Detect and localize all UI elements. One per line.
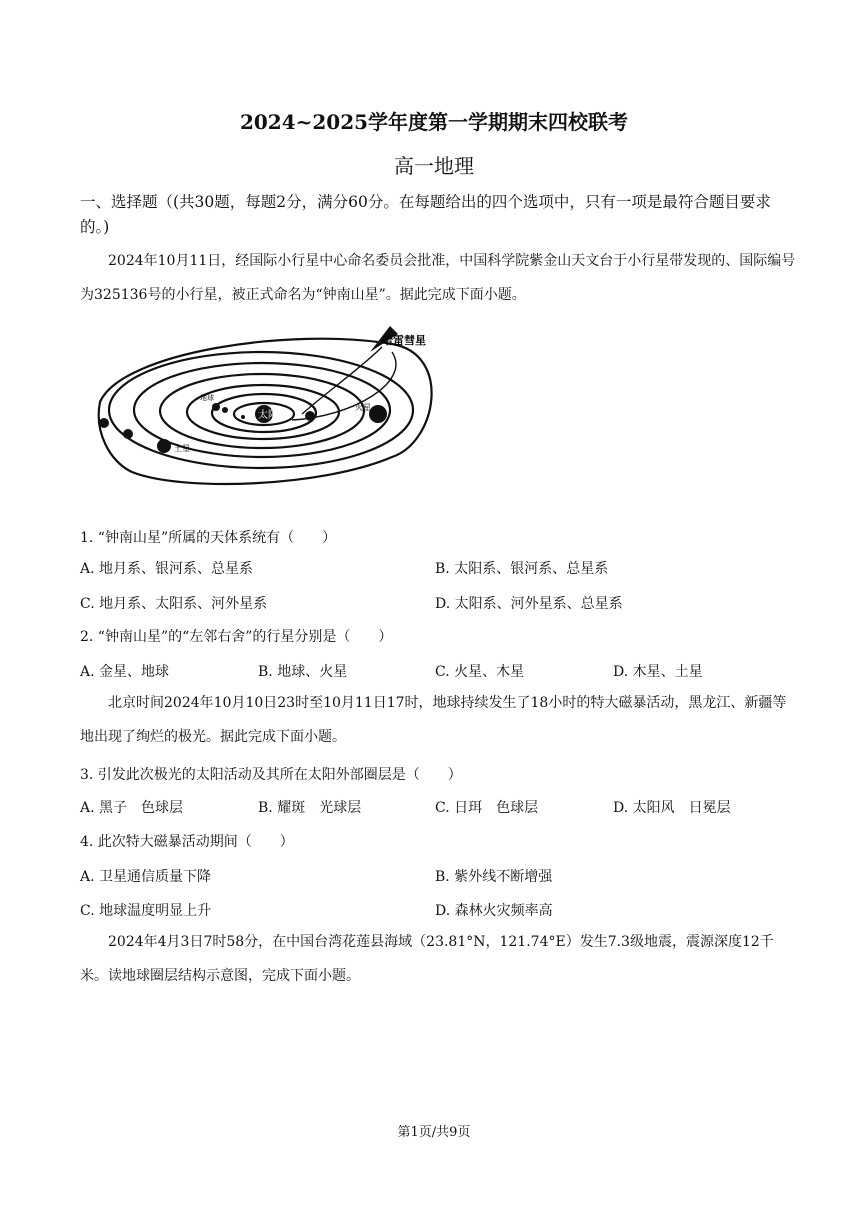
passage-2: 北京时间2024年10月10日23时至10月11日17时，地球持续发生了18小时的特大磁暴活动，黑龙江、新疆等地出现了绚烂的极光。据此完成下面小题。 [80,695,787,745]
page-title: 2024~2025学年度第一学期期末四校联考 [239,110,629,134]
venus [222,407,228,413]
page-footer: 第1页/共9页 [397,1125,471,1140]
question-3-option-d[interactable]: D. 太阳风 日冕层 [613,800,731,816]
question-2-stem: 2. “钟南山星”的“左邻右舍”的行星分别是（ ） [80,629,393,645]
mars [305,411,315,421]
saturn-label: 土星 [174,444,190,453]
uranus [123,429,133,439]
question-4-stem: 4. 此次特大磁暴活动期间（ ） [80,834,294,850]
question-3-option-c[interactable]: C. 日珥 色球层 [435,800,539,816]
question-1-option-b[interactable]: B. 太阳系、银河系、总星系 [435,561,609,577]
question-3-option-b[interactable]: B. 耀斑 光球层 [258,800,362,816]
page-subtitle: 高一地理 [394,154,474,178]
section-heading: 一、选择题（(共30题，每题2分，满分60分。在每题给出的四个选项中，只有一项是最符合题目要求的。) [80,193,771,236]
mercury [241,415,245,419]
question-2-option-d[interactable]: D. 木星、土星 [613,664,703,680]
question-4-option-d[interactable]: D. 森林火灾频率高 [435,903,553,919]
question-1-option-a[interactable]: A. 地月系、银河系、总星系 [80,561,254,577]
question-2-option-a[interactable]: A. 金星、地球 [80,664,170,680]
passage-3: 2024年4月3日7时58分，在中国台湾花莲县海域（23.81°N，121.74°E）发生7.3级地震，震源深度12千米。读地球圈层结构示意图，完成下面小题。 [80,934,774,984]
mars-label: 火星 [355,403,371,412]
passage-1: 2024年10月11日，经国际小行星中心命名委员会批准，中国科学院紫金山天文台于小行星带发现的、国际编号为325136号的小行星，被正式命名为“钟南山星”。据此完成下面小题。 [80,253,796,303]
question-4-option-a[interactable]: A. 卫星通信质量下降 [80,869,212,885]
question-3-option-a[interactable]: A. 黑子 色球层 [80,800,184,816]
saturn [157,439,171,453]
question-3-stem: 3. 引发此次极光的太阳活动及其所在太阳外部圈层是（ ） [80,767,462,783]
question-2-option-b[interactable]: B. 地球、火星 [258,664,348,680]
earth [212,403,220,411]
comet-label: 哈雷彗星 [382,335,426,347]
question-1-stem: 1. “钟南山星”所属的天体系统有（ ） [80,530,337,546]
jupiter [369,405,387,423]
question-4-option-c[interactable]: C. 地球温度明显上升 [80,903,212,919]
solar-system-diagram [92,322,472,497]
question-4-option-b[interactable]: B. 紫外线不断增强 [435,869,553,885]
neptune [99,418,109,428]
earth-label: 地球 [200,395,214,402]
question-1-option-d[interactable]: D. 太阳系、河外星系、总星系 [435,596,623,612]
sun-label: 太阳 [258,410,278,421]
question-1-option-c[interactable]: C. 地月系、太阳系、河外星系 [80,596,268,612]
question-2-option-c[interactable]: C. 火星、木星 [435,664,525,680]
